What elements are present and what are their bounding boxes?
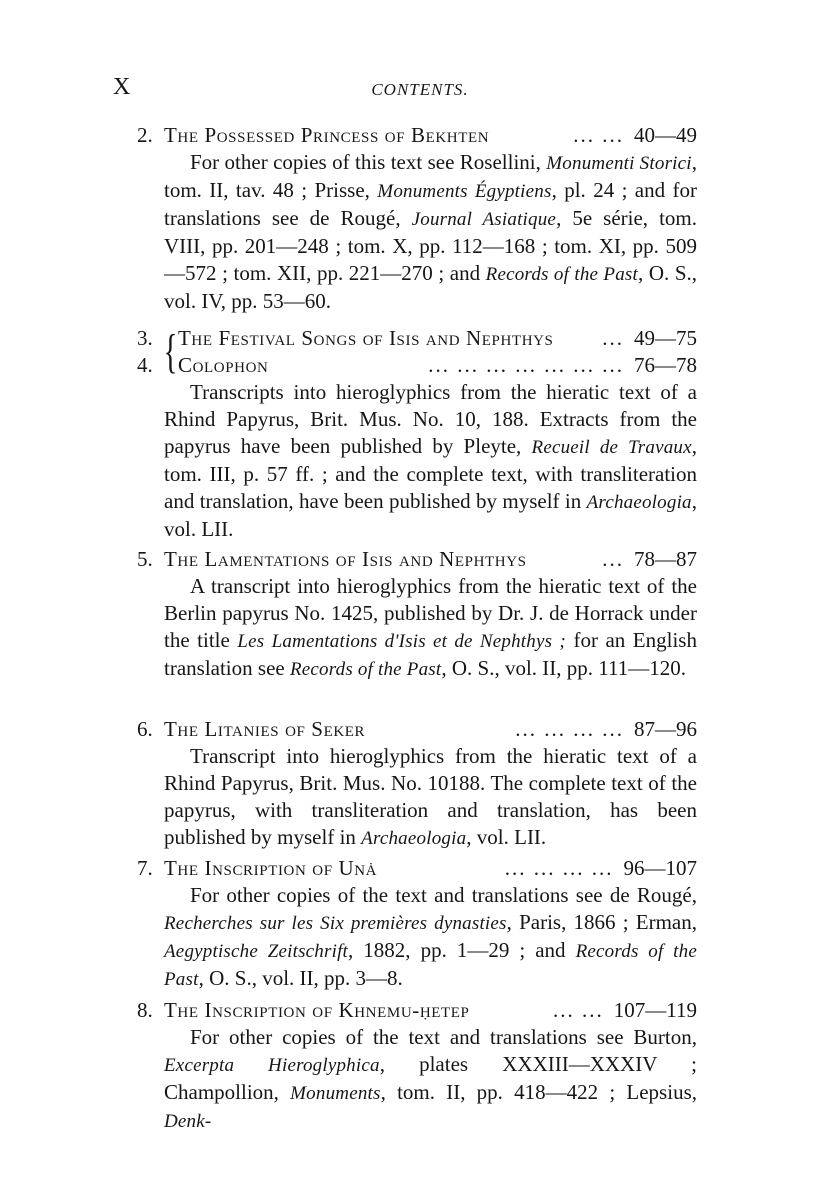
entry-number: 7. [137, 856, 153, 880]
entry-title: The Inscription of Unȧ [164, 856, 378, 880]
leader-dots: ... ... ... ... ... ... ... [428, 353, 624, 377]
contents-entry-2 [137, 122, 697, 315]
page-range: 87—96 [634, 717, 697, 741]
page-range: 76—78 [634, 353, 697, 377]
contents-entry-6 [137, 716, 697, 852]
leader-dots: ... ... [573, 123, 624, 147]
page-range: 49—75 [634, 326, 697, 350]
entry-number: 3. [137, 326, 153, 350]
entry-title: The Lamentations of Isis and Nephthys [164, 547, 527, 571]
leader-dots: ... ... ... ... [504, 856, 614, 880]
page-number: X [113, 74, 131, 100]
leader-dots: ... ... ... ... [515, 717, 624, 741]
contents-entry-5 [137, 546, 697, 683]
entry-title: The Possessed Princess of Bekhten [164, 123, 490, 147]
page-range: 96—107 [623, 856, 697, 880]
page-range: 40—49 [634, 123, 697, 147]
entry-number: 8. [137, 998, 153, 1022]
entry-title: The Inscription of Khnemu-ḥetep [164, 998, 470, 1022]
entry-title: The Litanies of Seker [164, 717, 366, 741]
entry-number: 5. [137, 547, 153, 571]
entry-description: For other copies of the text and translations see Burton, Excerpta Hieroglyphica, plates XXXIII—XXXIV ; Champollion, Monuments, tom. II, pp. 418—422 ; Lepsius, Denk- [164, 1025, 697, 1132]
leader-dots: ... [602, 326, 624, 350]
entry-number: 6. [137, 717, 153, 741]
running-title: CONTENTS. [371, 80, 469, 99]
page-range: 78—87 [634, 547, 697, 571]
contents-entry-7 [137, 855, 697, 993]
entry-description: A transcript into hieroglyphics from the hieratic text of the Berlin papyrus No. 1425, published by Dr. J. de Horrack under the title Les Lamentations d'Isis et de Nephthys ; for an English translation see Records of the Past, O. S., vol. II, pp. 111—120. [164, 574, 697, 680]
entry-description: Transcript into hieroglyphics from the hieratic text of a Rhind Papyrus, Brit. Mus. No. 10188. The complete text of the papyrus, with transliteration and translation, has been published by myself in Archaeologia, vol. LII. [164, 744, 697, 849]
entry-number: 2. [137, 123, 153, 147]
contents-entries-3-4 [137, 325, 697, 543]
contents-entry-8 [137, 997, 697, 1135]
entry-description: For other copies of this text see Rosellini, Monumenti Storici, tom. II, tav. 48 ; Prisse, Monuments Égyptiens, pl. 24 ; and for translations see de Rougé, Journal Asiatique, 5e série, tom. VIII, pp. 201—248 ; tom. X, pp. 112—168 ; tom. XI, pp. 509—572 ; tom. XII, pp. 221—270 ; and Records of the Past, O. S., vol. IV, pp. 53—60. [164, 150, 698, 313]
brace-icon: { [163, 325, 178, 378]
entry-title: The Festival Songs of Isis and Nephthys [178, 326, 554, 350]
entry-title: Colophon [178, 353, 269, 377]
entry-number: 4. [137, 353, 153, 377]
entry-description: For other copies of the text and translations see de Rougé, Recherches sur les Six premières dynasties, Paris, 1866 ; Erman, Aegyptische Zeitschrift, 1882, pp. 1—29 ; and Records of the Past, O. S., vol. II, pp. 3—8. [164, 883, 697, 990]
leader-dots: ... [602, 547, 624, 571]
page-range: 107—119 [613, 998, 697, 1022]
leader-dots: ... ... [553, 998, 604, 1022]
entry-description: Transcripts into hieroglyphics from the hieratic text of a Rhind Papyrus, Brit. Mus. No. 10, 188. Extracts from the papyrus have been published by Pleyte, Recueil de Travaux, tom. III, p. 57 ff. ; and the complete text, with transliteration and translation, have been published by myself in Archaeologia, vol. LII. [164, 380, 698, 541]
